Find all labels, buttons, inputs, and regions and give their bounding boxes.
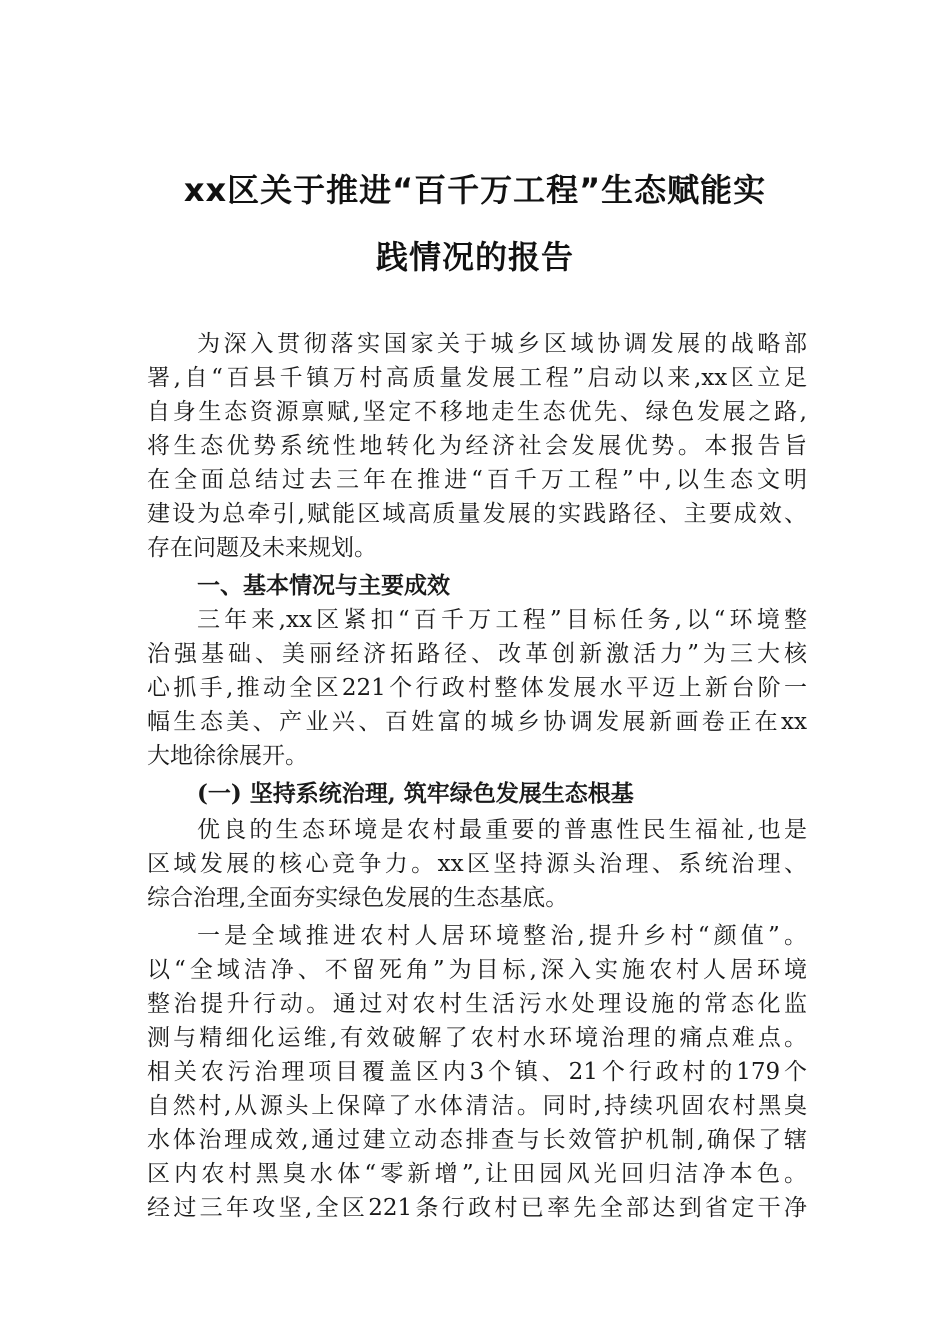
document-title-line-2: 践情况的报告 — [375, 238, 574, 276]
intro-line: 署,自“百县千镇万村高质量发展工程”启动以来,xx区立足 — [147, 365, 807, 391]
subsection-paragraph-line: 优良的生态环境是农村最重要的普惠性民生福祉,也是 — [197, 817, 807, 843]
section-paragraph-line: 大地徐徐展开。 — [147, 743, 308, 769]
subsection-heading: (一) 坚持系统治理, 筑牢绿色发展生态根基 — [197, 780, 634, 807]
subsection-paragraph-line: 以“全域洁净、不留死角”为目标,深入实施农村人居环境 — [147, 957, 807, 983]
subsection-paragraph-line: 区域发展的核心竞争力。xx区坚持源头治理、系统治理、 — [147, 851, 807, 877]
intro-line: 建设为总牵引,赋能区域高质量发展的实践路径、主要成效、 — [147, 501, 807, 527]
subsection-paragraph-line: 经过三年攻坚,全区221条行政村已率先全部达到省定干净 — [147, 1195, 807, 1221]
section-paragraph-line: 治强基础、美丽经济拓路径、改革创新激活力”为三大核 — [147, 641, 807, 667]
intro-line: 存在问题及未来规划。 — [147, 535, 377, 561]
subsection-paragraph-line: 相关农污治理项目覆盖区内3个镇、21个行政村的179个 — [147, 1059, 807, 1085]
intro-line: 为深入贯彻落实国家关于城乡区域协调发展的战略部 — [197, 331, 807, 357]
intro-line: 自身生态资源禀赋,坚定不移地走生态优先、绿色发展之路, — [147, 399, 807, 425]
section-paragraph-line: 幅生态美、产业兴、百姓富的城乡协调发展新画卷正在xx — [147, 709, 807, 735]
document-title-line-1: xx区关于推进“百千万工程”生态赋能实 — [183, 171, 767, 209]
subsection-paragraph-line: 水体治理成效,通过建立动态排查与长效管护机制,确保了辖 — [147, 1127, 807, 1153]
subsection-paragraph-line: 一是全域推进农村人居环境整治,提升乡村“颜值”。 — [197, 923, 807, 949]
subsection-paragraph-line: 整治提升行动。通过对农村生活污水处理设施的常态化监 — [147, 991, 807, 1017]
section-paragraph-line: 心抓手,推动全区221个行政村整体发展水平迈上新台阶一 — [147, 675, 807, 701]
section-heading: 一、基本情况与主要成效 — [197, 573, 450, 599]
intro-line: 将生态优势系统性地转化为经济社会发展优势。本报告旨 — [147, 433, 807, 459]
intro-line: 在全面总结过去三年在推进“百千万工程”中,以生态文明 — [147, 467, 807, 493]
subsection-paragraph-line: 测与精细化运维,有效破解了农村水环境治理的痛点难点。 — [147, 1025, 807, 1051]
subsection-paragraph-line: 区内农村黑臭水体“零新增”,让田园风光回归洁净本色。 — [147, 1161, 807, 1187]
subsection-paragraph-line: 自然村,从源头上保障了水体清洁。同时,持续巩固农村黑臭 — [147, 1093, 807, 1119]
section-paragraph-line: 三年来,xx区紧扣“百千万工程”目标任务,以“环境整 — [197, 607, 807, 633]
subsection-paragraph-line: 综合治理,全面夯实绿色发展的生态基底。 — [147, 885, 569, 911]
